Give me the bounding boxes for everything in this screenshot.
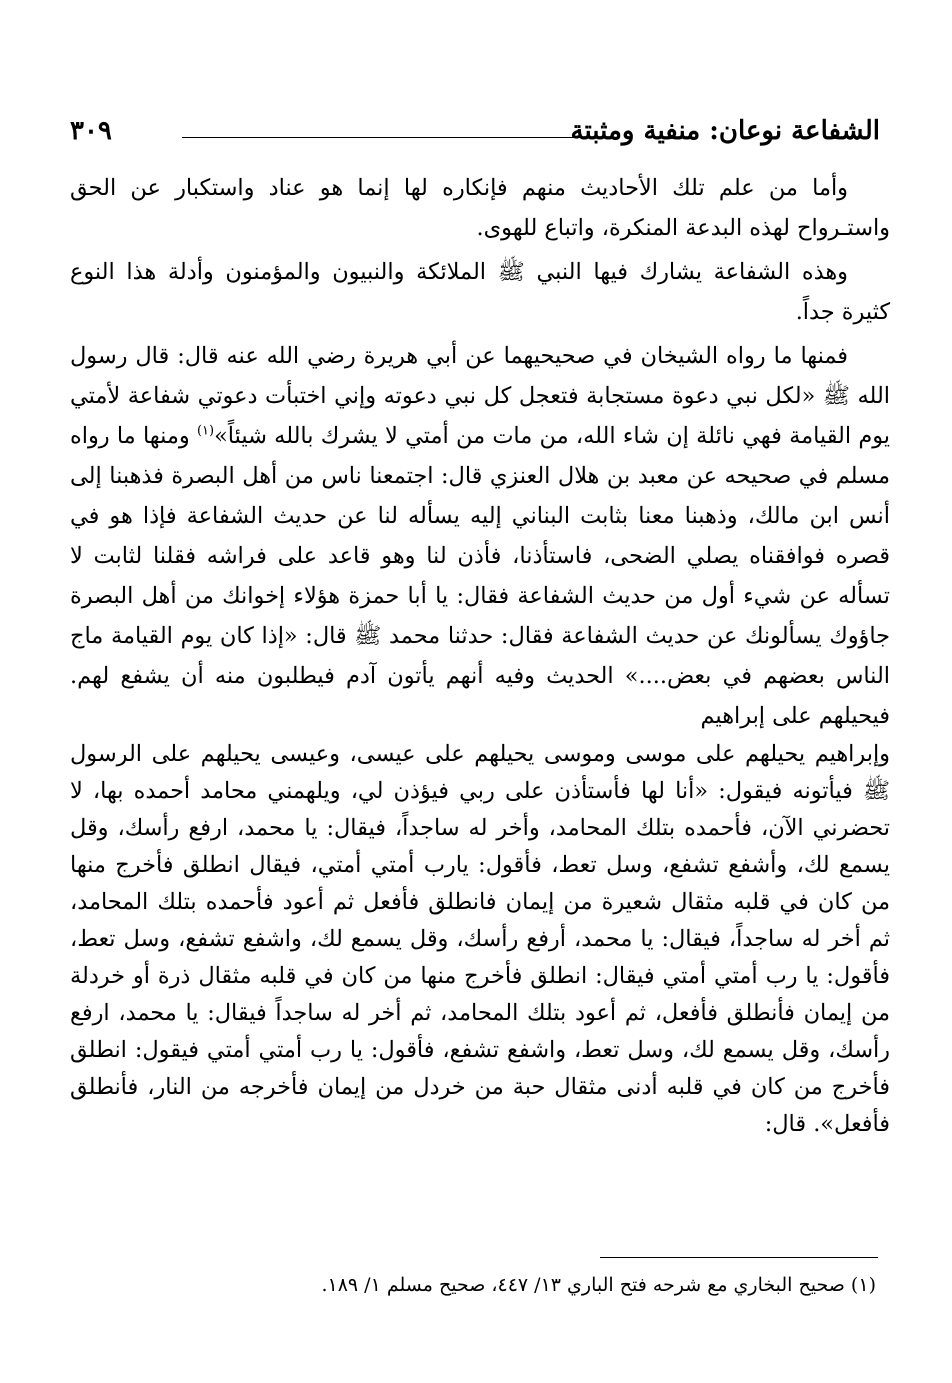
footnote-rule (600, 1257, 878, 1258)
paragraph: فمنها ما رواه الشيخان في صحيحيهما عن أبي هريرة رضي الله عنه قال: قال رسول الله ﷺ «لكل نبي دعوة مستجابة فتعجل كل نبي دعوته وإني اختبأت دعوتي شفاعة لأمتي يوم القيامة فهي نائلة إن شاء الله، من مات من أمتي لا يشرك بالله شيئاً» (70, 343, 891, 449)
paragraph-with-footnote (70, 336, 890, 736)
paragraph: وإبراهيم يحيلهم على موسى وموسى يحيلهم على عيسى، وعيسى يحيلهم على الرسول ﷺ فيأتونه فيقول: «أنا لها فأستأذن على ربي فيؤذن لي، ويلهمني محامد أحمده بها، لا تحضرني الآن، فأحمده بتلك المحامد، وأخر له ساجداً، فيقال: يا محمد، ارفع رأسك، وقل يسمع لك، وأشفع تشفع، وسل تعط، فأقول: يارب أمتي أمتي، فيقال انطلق فأخرج منها من كان في قلبه مثقال شعيرة من إيمان فانطلق فأفعل ثم أعود فأحمده بتلك المحامد، ثم أخر له ساجداً، فيقال: يا محمد، أرفع رأسك، وقل يسمع لك، واشفع تشفع، وسل تعط، فأقول: يا رب أمتي أمتي فيقال: انطلق فأخرج منها من كان في قلبه مثقال ذرة أو خردلة من إيمان فأنطلق فأفعل، ثم أعود بتلك المحامد، ثم أخر له ساجداً فيقال: يا محمد، ارفع رأسك، وقل يسمع لك، وسل تعط، واشفع تشفع، فأقول: يا رب أمتي أمتي فيقول: انطلق فأخرج من كان في قلبه أدنى مثقال حبة من خردل من إيمان فأخرجه من النار، فأنطلق فأفعل». قال: (70, 741, 890, 1137)
running-title: الشفاعة نوعان: منفية ومثبتة (570, 116, 880, 146)
page-header (70, 110, 880, 150)
paragraph: ومنها ما رواه مسلم في صحيحه عن معبد بن هلال العنزي قال: اجتمعنا ناس من أهل البصرة فذهبنا إلى أنس ابن مالك، وذهبنا معنا بثابت البناني إليه يسأله لنا عن حديث الشفاعة فإذا هو في قصره فوافقناه يصلي الضحى، فاستأذنا، فأذن لنا وهو قاعد على فراشه فقلنا لثابت لا تسأله عن شيء أول من حديث الشفاعة فقال: يا أبا حمزة هؤلاء إخوانك من أهل البصرة جاؤوك يسألونك عن حديث الشفاعة فقال: حدثنا محمد ﷺ قال: «إذا كان يوم القيامة ماج الناس بعضهم في بعض....» الحديث وفيه أنهم يأتون آدم فيطلبون منه أن يشفع لهم. فيحيلهم على إبراهيم (70, 423, 890, 729)
header-rule (182, 137, 608, 138)
paragraph: وهذه الشفاعة يشارك فيها النبي ﷺ الملائكة والنبيون والمؤمنون وأدلة هذا النوع كثيرة جداً. (70, 259, 890, 325)
body-text (70, 168, 890, 1143)
paragraph: وأما من علم تلك الأحاديث منهم فإنكاره لها إنما هو عناد واستكبار عن الحق واستـرواح لهذه البدعة المنكرة، واتباع للهوى. (70, 175, 890, 241)
footnote: (١) صحيح البخاري مع شرحه فتح الباري ١٣/ ٤٤٧، صحيح مسلم ١/ ١٨٩. (321, 1274, 876, 1296)
footnote-marker: (١) (196, 423, 215, 439)
page-number: ٣٠٩ (70, 116, 112, 146)
